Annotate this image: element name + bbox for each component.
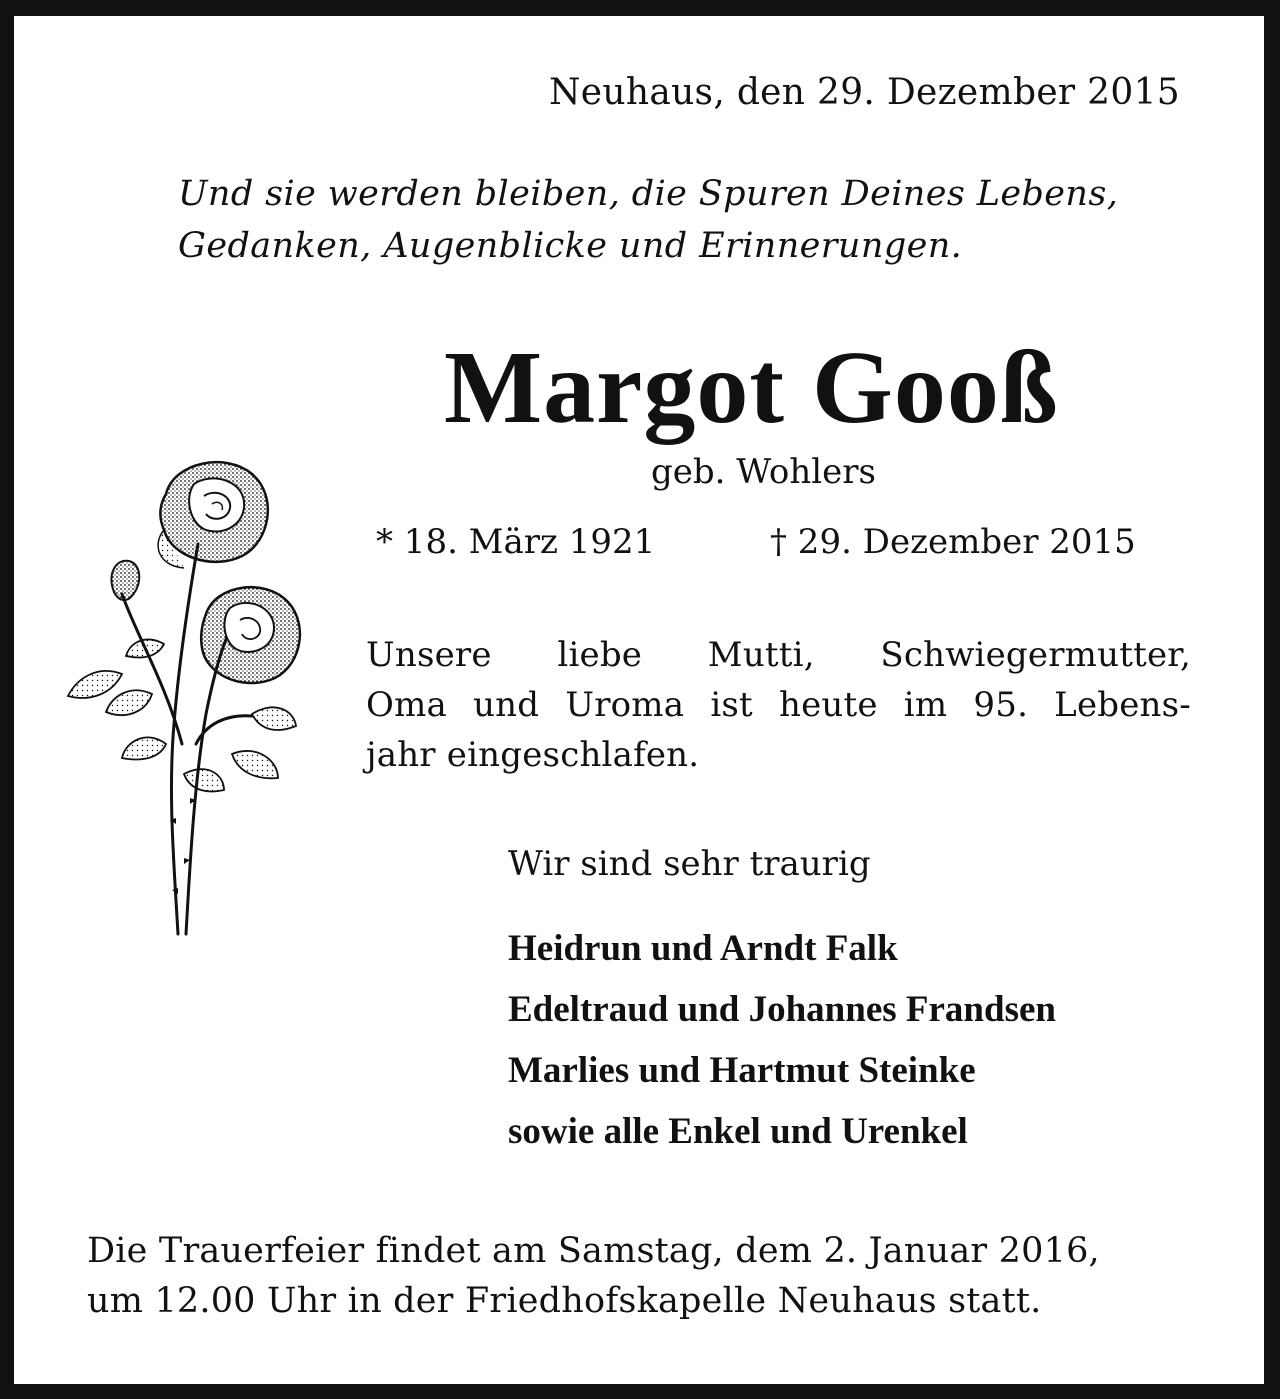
announcement-line: Oma und Uroma ist heute im 95. Lebens- xyxy=(366,685,1191,725)
birth-date: * 18. März 1921 xyxy=(376,522,656,562)
announcement-line: Unsere liebe Mutti, Schwiegermutter, xyxy=(366,635,1191,675)
maiden-name: geb. Wohlers xyxy=(651,452,876,492)
ceremony-line: um 12.00 Uhr in der Friedhofskapelle Neuhaus statt. xyxy=(87,1281,1042,1321)
memorial-quote xyxy=(178,168,1118,272)
sad-line: Wir sind sehr traurig xyxy=(508,844,871,884)
mourner: sowie alle Enkel und Urenkel xyxy=(508,1111,968,1152)
announcement-text xyxy=(366,630,1191,780)
death-date: † 29. Dezember 2015 xyxy=(770,522,1136,562)
quote-line: Und sie werden bleiben, die Spuren Deines Lebens, xyxy=(178,174,1119,214)
obituary-notice xyxy=(14,16,1264,1384)
deceased-name: Margot Gooß xyxy=(444,330,1059,445)
ceremony-line: Die Trauerfeier findet am Samstag, dem 2. Januar 2016, xyxy=(87,1231,1100,1271)
quote-line: Gedanken, Augenblicke und Erinnerungen. xyxy=(178,226,963,266)
announcement-line: jahr eingeschlafen. xyxy=(366,735,700,775)
rose-bloom xyxy=(158,462,268,568)
life-dates xyxy=(376,522,1136,562)
mourner: Edeltraud und Johannes Frandsen xyxy=(508,989,1056,1030)
dateline: Neuhaus, den 29. Dezember 2015 xyxy=(548,72,1180,113)
ceremony-info xyxy=(87,1226,1100,1326)
rose-illustration xyxy=(56,444,316,944)
mourner: Heidrun und Arndt Falk xyxy=(508,928,898,969)
mourner: Marlies und Hartmut Steinke xyxy=(508,1050,976,1091)
rose-bloom xyxy=(201,587,300,683)
mourners-list xyxy=(508,918,1056,1162)
